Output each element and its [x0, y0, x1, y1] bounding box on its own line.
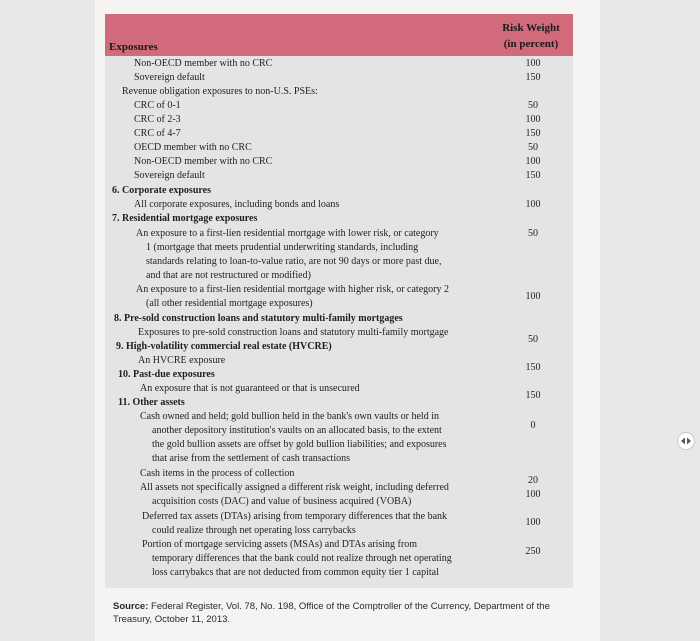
source-note: [113, 600, 573, 626]
risk-weight-value: 100: [525, 156, 541, 167]
section-heading: 9. High-volatility commercial real estate (HVCRE): [116, 341, 332, 352]
risk-weight-value: 100: [525, 291, 541, 302]
table-row: Non-OECD member with no CRC: [134, 58, 273, 69]
risk-weight-title: Risk Weight: [502, 22, 560, 34]
risk-weight-header: [496, 20, 566, 52]
risk-weight-value: 100: [525, 517, 541, 528]
risk-weight-value: 20: [528, 475, 538, 486]
table-row: All assets not specifically assigned a different risk weight, including deferred: [140, 482, 449, 493]
arrows-icon[interactable]: [677, 432, 695, 450]
source-label: Source:: [113, 601, 149, 612]
risk-weight-value: 150: [525, 390, 541, 401]
section-heading: 6. Corporate exposures: [112, 185, 211, 196]
table-row: (all other residential mortgage exposures): [146, 298, 313, 309]
risk-weight-value: 50: [528, 142, 538, 153]
table-row: Exposures to pre-sold construction loans and statutory multi-family mortgage: [138, 327, 449, 338]
table-row: Non-OECD member with no CRC: [134, 156, 273, 167]
risk-weight-value: 150: [525, 362, 541, 373]
table-row: Sovereign default: [134, 72, 205, 83]
table-row: temporary differences that the bank could not realize through net operating: [152, 553, 452, 564]
table-row: standards relating to loan-to-value ratio, are not 90 days or more past due,: [146, 256, 442, 267]
table-row: An exposure to a first-lien residential mortgage with higher risk, or category 2: [136, 284, 449, 295]
table-row: acquisition costs (DAC) and value of business acquired (VOBA): [152, 496, 412, 507]
table-row: An exposure to a first-lien residential mortgage with lower risk, or category: [136, 228, 439, 239]
table-row: Revenue obligation exposures to non-U.S. PSEs:: [122, 86, 318, 97]
risk-weight-value: 50: [528, 334, 538, 345]
risk-weight-value: 50: [528, 228, 538, 239]
table-row: Portion of mortgage servicing assets (MSAs) and DTAs arising from: [142, 539, 417, 550]
risk-weight-value: 150: [525, 170, 541, 181]
section-heading: 10. Past-due exposures: [118, 369, 215, 380]
table-row: An HVCRE exposure: [138, 355, 226, 366]
section-heading: 8. Pre-sold construction loans and statutory multi-family mortgages: [114, 313, 403, 324]
risk-weight-value: 50: [528, 100, 538, 111]
section-heading: 11. Other assets: [118, 397, 185, 408]
table-row: Cash items in the process of collection: [140, 468, 295, 479]
table-row: Cash owned and held; gold bullion held in the bank's own vaults or held in: [140, 411, 439, 422]
table-row: CRC of 2-3: [134, 114, 181, 125]
exposures-header: Exposures: [109, 41, 158, 53]
table-row: Sovereign default: [134, 170, 205, 181]
table-row: An exposure that is not guaranteed or that is unsecured: [140, 383, 360, 394]
risk-weight-unit: (in percent): [503, 38, 559, 50]
risk-weight-value: 100: [525, 114, 541, 125]
table-row: another depository institution's vaults on an allocated basis, to the extent: [152, 425, 442, 436]
table-row: could realize through net operating loss carrybacks: [152, 525, 356, 536]
table-row: CRC of 0-1: [134, 100, 181, 111]
risk-weight-value: 100: [525, 199, 541, 210]
table-row: 1 (mortgage that meets prudential underwriting standards, including: [146, 242, 419, 253]
section-heading: 7. Residential mortgage exposures: [112, 213, 258, 224]
table-row: CRC of 4-7: [134, 128, 181, 139]
arrows-icon-glyph: [681, 436, 691, 446]
risk-weight-value: 150: [525, 72, 541, 83]
table-row: and that are not restructured or modified): [146, 270, 311, 281]
risk-weight-value: 100: [525, 489, 541, 500]
risk-weight-value: 0: [530, 420, 536, 431]
table-row: that arise from the settlement of cash transactions: [152, 453, 350, 464]
table-row: All corporate exposures, including bonds and loans: [134, 199, 340, 210]
table-header: [105, 14, 573, 56]
risk-weight-value: 250: [525, 546, 541, 557]
source-text: Federal Register, Vol. 78, No. 198, Office of the Comptroller of the Currency, Department of the Treasury, October 11, 2013.: [113, 601, 550, 625]
risk-weight-value: 100: [525, 58, 541, 69]
table-row: loss carrybakcs that are not deducted from common equity tier 1 capital: [152, 567, 439, 578]
table-row: Deferred tax assets (DTAs) arising from temporary differences that the bank: [142, 511, 448, 522]
table-row: the gold bullion assets are offset by gold bullion liabilities; and exposures: [152, 439, 447, 450]
table-row: OECD member with no CRC: [134, 142, 252, 153]
risk-weight-value: 150: [525, 128, 541, 139]
